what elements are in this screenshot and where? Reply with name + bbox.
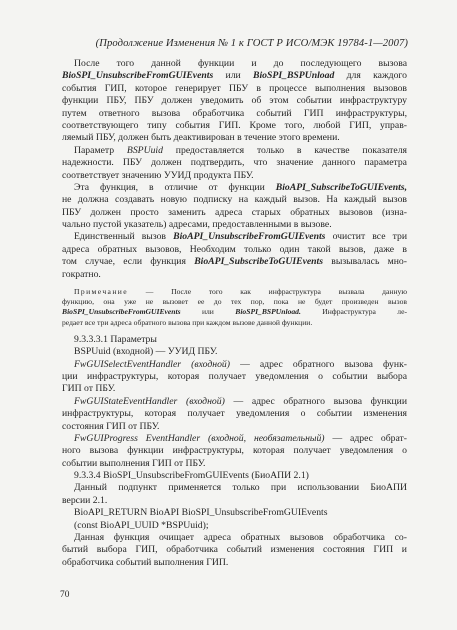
text-line <box>62 433 407 445</box>
text-line <box>62 219 407 231</box>
text-line <box>62 520 407 532</box>
text-segment: FwGUISelectEventHandler (входной) <box>74 358 230 370</box>
text-segment: Эта функция, в отличие от функции <box>74 181 276 193</box>
note-line <box>62 307 407 317</box>
text-line <box>62 482 407 494</box>
text-segment: 9.3.3.4 BioSPI_UnsubscribeFromGUIEvents (БиоАПИ 2.1) <box>74 470 309 482</box>
text-line <box>62 58 407 70</box>
text-segment: функцию, она уже не вызовет ее до тех пор, пока не будет произведен вызов <box>62 297 407 307</box>
text-line <box>62 95 407 107</box>
text-segment: Данная функция очищает адреса обратных вызовов обработчика со- <box>74 532 407 544</box>
text-segment: Данный подпункт применяется только при использовании БиоАПИ <box>74 482 407 494</box>
text-segment: ПБУ должен просто заменить адреса старых обратных вызовов (изна- <box>62 206 407 218</box>
text-line <box>62 207 407 219</box>
text-line <box>62 182 407 194</box>
text-segment: BioAPI_UnsubscribeFromGUIEvents <box>173 231 326 243</box>
text-line <box>62 70 407 82</box>
text-segment: или <box>213 70 254 82</box>
text-segment: ляемый ПБУ, должен быть деактивирован в течение этого времени. <box>62 132 340 144</box>
text-line <box>62 421 407 433</box>
text-segment: 9.3.3.3.1 Параметры <box>74 333 157 345</box>
text-segment: обработчика событий выполнения ГИП. <box>62 556 229 568</box>
text-segment: событии выполнения ГИП от ПБУ. <box>62 457 206 469</box>
text-segment: предоставляется только в качестве показателя <box>162 144 407 156</box>
text-segment: или <box>180 307 236 317</box>
text-line <box>62 256 407 268</box>
text-line <box>62 532 407 544</box>
text-segment: инфраструктуры, которая получает уведомления о событии изменения <box>62 408 407 420</box>
text-line <box>62 170 407 182</box>
text-segment: ции инфраструктуры, которая получает уведомления о событии выбора <box>62 370 407 382</box>
text-segment: ного вызова функции инфраструктуры, которая получает уведомления о <box>62 445 407 457</box>
text-line <box>62 495 407 507</box>
text-line <box>62 231 407 243</box>
text-segment: путем ответного вызова обработчика событий ГИП инфраструктуры, <box>62 107 407 119</box>
text-line <box>62 507 407 519</box>
text-segment: FwGUIStateEventHandler (входной) <box>74 395 225 407</box>
text-segment: BioSPI_UnsubscribeFromGUIEvents <box>62 70 214 82</box>
text-segment: соответствует значению УУИД продукта ПБУ. <box>62 169 254 181</box>
text-line <box>62 470 407 482</box>
text-segment: соответствующего типу события ГИП. Кроме того, любой ГИП, управ- <box>62 119 407 131</box>
text-segment: для каждого <box>334 70 408 82</box>
text-line <box>62 132 407 144</box>
text-segment: BioSPI_UnsubscribeFromGUIEvents <box>62 307 181 317</box>
text-segment: адреса обратных вызовов, Необходим только один такой вызов, даже в <box>62 243 407 255</box>
note-line <box>62 318 407 328</box>
document-body <box>62 58 407 569</box>
text-line <box>62 244 407 256</box>
page-number: 70 <box>60 590 70 600</box>
text-line <box>62 145 407 157</box>
text-line <box>62 445 407 457</box>
text-segment: ГИП от ПБУ. <box>62 383 116 395</box>
text-segment: FwGUIProgress EventHandler (входной, необязательный) <box>74 432 325 444</box>
text-segment: надежности. ПБУ должен подтвердить, что значение данного параметра <box>62 157 407 169</box>
text-segment: После того данной функции и до последующего вызова <box>74 58 407 69</box>
text-line <box>62 194 407 206</box>
text-segment: Параметр <box>74 144 127 156</box>
text-segment: гократно. <box>62 268 101 280</box>
text-segment: BioSPI_BSPUnload. <box>235 307 301 317</box>
text-segment: функции ПБУ, ПБУ должен уведомить об этом событии инфраструктуру <box>62 95 407 107</box>
text-segment: BioAPI_SubscribeToGUIEvents <box>194 256 324 268</box>
note-line <box>62 297 407 307</box>
text-segment: очистит все три <box>325 231 408 243</box>
text-segment: Инфраструктура ле- <box>300 307 407 317</box>
text-segment: редает все три адреса обратного вызова при каждом вызове данной функции. <box>62 317 313 327</box>
text-line <box>62 334 407 346</box>
note-line <box>62 287 407 297</box>
text-line <box>62 108 407 120</box>
text-segment: — адрес обратного вызова функ- <box>229 358 407 370</box>
text-line <box>62 408 407 420</box>
text-segment: вызывалась мно- <box>323 256 407 268</box>
text-segment: состояния ГИП от ПБУ. <box>62 420 160 432</box>
running-header: (Продолжение Изменения № 1 к ГОСТ Р ИСО/МЭК 19784-1—2007) <box>95 38 408 49</box>
text-segment: не должна создавать новую подписку на каждый вызов. На каждый вызов <box>62 194 407 206</box>
text-segment: Примечание <box>74 287 129 297</box>
text-segment: том случае, если функция <box>62 256 195 268</box>
text-segment: BSPUuid (входной) — УУИД ПБУ. <box>74 346 218 358</box>
text-segment: (const BioAPI_UUID *BSPUuid); <box>74 519 209 531</box>
text-line <box>62 157 407 169</box>
text-segment: события ГИП, которое генерирует ПБУ в процессе выполнения вызовов <box>62 82 407 94</box>
text-line <box>62 83 407 95</box>
text-segment: — адрес обрат- <box>324 432 407 444</box>
text-segment: чально пустой указатель) адресами, предоставленными в вызове. <box>62 219 332 231</box>
text-line <box>62 371 407 383</box>
text-segment: — После того как инфраструктура вызвала данную <box>128 287 407 297</box>
text-line <box>62 346 407 358</box>
text-line <box>62 396 407 408</box>
text-line <box>62 557 407 569</box>
text-segment: версии 2.1. <box>62 494 108 506</box>
text-segment: BioAPI_SubscribeToGUIEvents, <box>275 181 407 193</box>
text-line <box>62 120 407 132</box>
text-line <box>62 383 407 395</box>
text-line <box>62 359 407 371</box>
text-line <box>62 458 407 470</box>
text-line <box>62 544 407 556</box>
text-segment: — адрес обратного вызова функции <box>224 395 408 407</box>
text-segment: BioAPI_RETURN BioAPI BioSPI_UnsubscribeFromGUIEvents <box>74 507 328 519</box>
text-segment: Единственный вызов <box>74 231 174 243</box>
text-segment: BSPUuid <box>126 144 163 156</box>
text-segment: бытий выбора ГИП, обработчика событий изменения состояния ГИП и <box>62 544 407 556</box>
text-segment: BioSPI_BSPUnload <box>253 70 335 82</box>
text-line <box>62 269 407 281</box>
